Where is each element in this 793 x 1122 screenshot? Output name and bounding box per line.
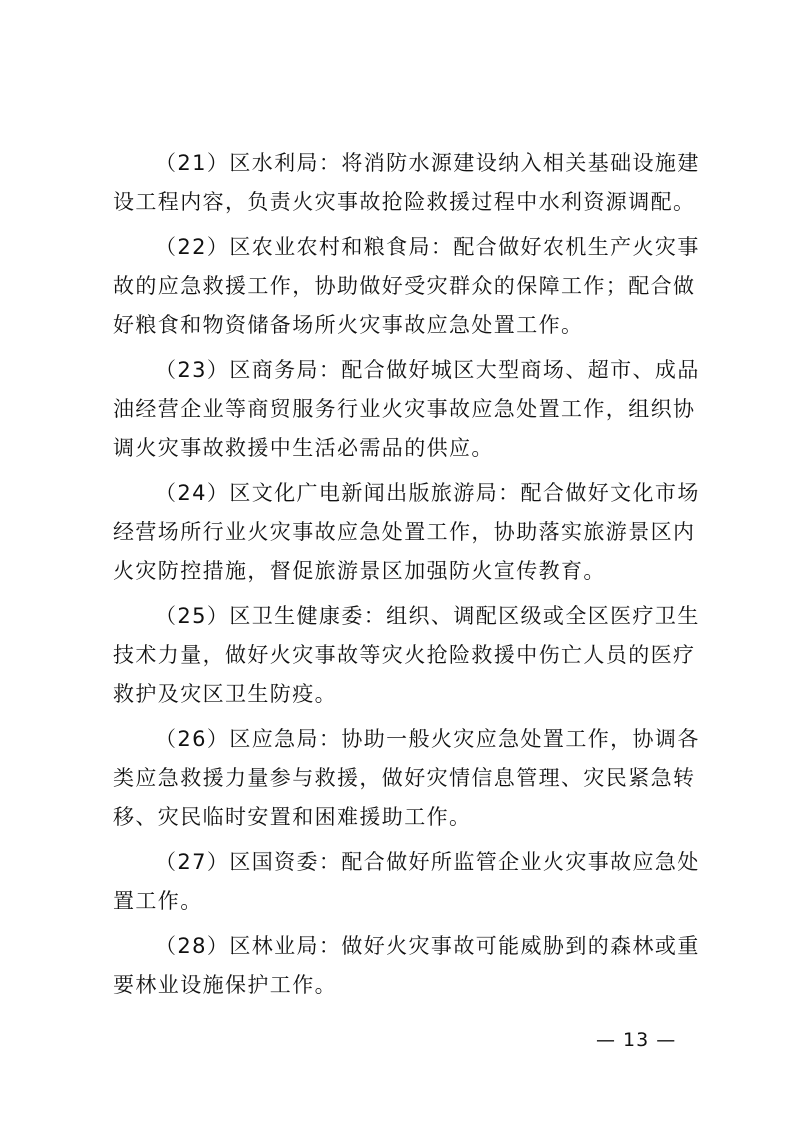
paragraph-line: （24）区文化广电新闻出版旅游局：配合做好文化市场 (155, 481, 700, 505)
paragraph-line: （25）区卫生健康委：组织、调配区级或全区医疗卫生 (155, 604, 700, 628)
paragraph-line: 置工作。 (113, 889, 203, 913)
paragraph-line: 经营场所行业火灾事故应急处置工作，协助落实旅游景区内 (113, 520, 696, 544)
paragraph-line: （22）区农业农村和粮食局：配合做好农机生产火灾事 (155, 235, 700, 259)
paragraph-line: 要林业设施保护工作。 (113, 973, 337, 997)
paragraph-22 (113, 228, 703, 345)
paragraph-line: 技术力量，做好火灾事故等灾火抢险救援中伤亡人员的医疗 (113, 643, 696, 667)
paragraph-line: 好粮食和物资储备场所火灾事故应急处置工作。 (113, 313, 584, 337)
paragraph-line: （21）区水利局：将消防水源建设纳入相关基础设施建 (155, 151, 700, 175)
paragraph-line: 火灾防控措施，督促旅游景区加强防火宣传教育。 (113, 559, 606, 583)
paragraph-line: 救护及灾区卫生防疫。 (113, 682, 337, 706)
paragraph-line: 调火灾事故救援中生活必需品的供应。 (113, 436, 494, 460)
paragraph-line: 移、灾民临时安置和困难援助工作。 (113, 805, 472, 829)
paragraph-23 (113, 351, 703, 468)
paragraph-line: 设工程内容，负责火灾事故抢险救援过程中水利资源调配。 (113, 190, 696, 214)
paragraph-line: （28）区林业局：做好火灾事故可能威胁到的森林或重 (155, 934, 700, 958)
paragraph-line: （27）区国资委：配合做好所监管企业火灾事故应急处 (155, 850, 700, 874)
paragraph-25 (113, 597, 703, 714)
paragraph-28 (113, 927, 703, 1005)
paragraph-line: （26）区应急局：协助一般火灾应急处置工作，协调各 (155, 727, 700, 751)
paragraph-line: （23）区商务局：配合做好城区大型商场、超市、成品 (155, 358, 700, 382)
paragraph-line: 油经营企业等商贸服务行业火灾事故应急处置工作，组织协 (113, 397, 696, 421)
paragraph-line: 类应急救援力量参与救援，做好灾情信息管理、灾民紧急转 (113, 766, 696, 790)
paragraph-line: 故的应急救援工作，协助做好受灾群众的保障工作；配合做 (113, 274, 696, 298)
paragraph-27 (113, 843, 703, 921)
paragraph-26 (113, 720, 703, 837)
page-number: — 13 — (596, 1029, 677, 1051)
paragraph-24 (113, 474, 703, 591)
paragraph-21 (113, 144, 703, 222)
document-body (113, 144, 703, 1011)
